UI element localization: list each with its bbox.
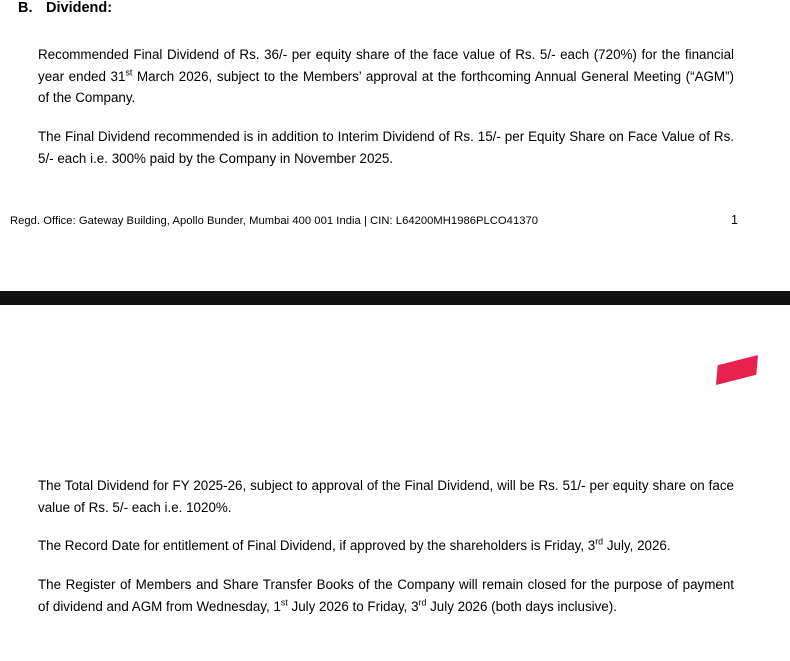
paragraph: The Final Dividend recommended is in addition to Interim Dividend of Rs. 15/- per Equity Share on Face Value of Rs. 5/- each i.e. 300% paid by the Company in November 2025. [38, 129, 734, 166]
page-separator-band [0, 291, 790, 305]
paragraph: The Register of Members and Share Transfer Books of the Company will remain closed for the purpose of payment of dividend and AGM from Wednesday, 1st July 2026 to Friday, 3rd July 2026 (both days inclusive). [38, 577, 734, 614]
flag-shape [716, 355, 758, 385]
page-number: 1 [731, 213, 738, 227]
section-heading [18, 0, 790, 16]
paragraph: The Record Date for entitlement of Final Dividend, if approved by the shareholders is Friday, 3rd July, 2026. [38, 536, 671, 554]
page-footer [10, 213, 780, 227]
paragraph: Recommended Final Dividend of Rs. 36/- per equity share of the face value of Rs. 5/- each (720%) for the financial year ended 31st March 2026, subject to the Members’ approval at the forthcoming Annual General Meeting (“AGM”) of the Company. [38, 47, 734, 106]
section-title: Dividend: [46, 0, 113, 16]
red-flag-mark-icon [716, 355, 758, 385]
section-marker: B. [18, 0, 33, 16]
page-one-body [38, 44, 734, 170]
page-two-body [38, 475, 734, 618]
paragraph: The Total Dividend for FY 2025-26, subject to approval of the Final Dividend, will be Rs. 51/- per equity share on face value of Rs. 5/- each i.e. 1020%. [38, 478, 734, 515]
registered-office-text: Regd. Office: Gateway Building, Apollo Bunder, Mumbai 400 001 India | CIN: L64200MH1986PLCO41370 [10, 215, 539, 227]
document-page-one [0, 0, 790, 227]
